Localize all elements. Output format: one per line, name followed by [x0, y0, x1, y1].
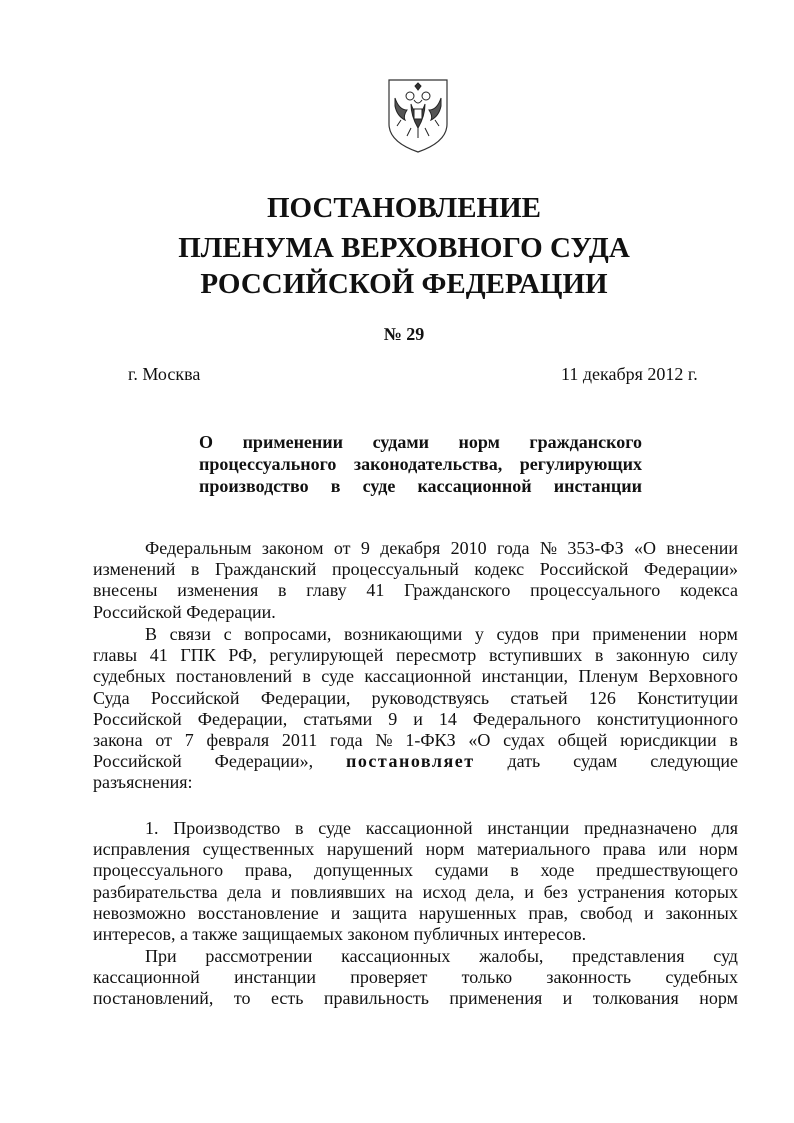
word: регулирующих: [519, 454, 642, 474]
word: процессуального: [93, 860, 224, 881]
word: кассационной: [365, 818, 473, 838]
word: силу: [702, 645, 738, 666]
text-line: [93, 903, 738, 924]
word: предшествующего: [596, 860, 738, 881]
word: судами: [434, 860, 489, 881]
word: 7: [184, 730, 194, 751]
word: норм: [699, 624, 738, 644]
word: 14: [438, 708, 457, 729]
text-line: [93, 580, 738, 601]
word: допущенных: [313, 860, 413, 881]
word: вопросами,: [244, 624, 332, 644]
word: судов: [496, 624, 539, 644]
word: №: [539, 538, 558, 558]
word: судами: [372, 432, 429, 452]
word: применения: [449, 988, 543, 1009]
word: Суда: [93, 687, 130, 708]
word: О: [199, 432, 214, 452]
word: связи: [169, 624, 211, 644]
text-line: [93, 860, 738, 881]
word: года: [330, 730, 363, 751]
resolves-keyword: постановляет: [346, 751, 475, 772]
word: права: [602, 839, 646, 860]
text-line: [93, 839, 738, 860]
word: без: [543, 881, 568, 902]
word: законную: [616, 645, 690, 666]
word: для: [711, 818, 738, 838]
word: №: [375, 730, 393, 751]
word: восстановление: [197, 902, 319, 923]
word: у: [474, 624, 484, 644]
text-line: [93, 559, 738, 580]
word: исход: [422, 881, 466, 902]
text-line: разъяснения:: [93, 772, 193, 793]
word: вступивших: [488, 645, 583, 666]
word: в: [295, 818, 304, 838]
word: года: [496, 538, 530, 558]
word: жалобы,: [479, 946, 544, 966]
word: РФ,: [228, 645, 257, 666]
word: регулирующей: [269, 645, 384, 666]
word: 2010: [450, 538, 487, 558]
resolution-subject: [199, 431, 642, 497]
text-line: Российской Федерации.: [93, 601, 276, 622]
word: кассационной: [93, 967, 200, 988]
text-line: [93, 645, 738, 666]
word: 353-ФЗ: [567, 538, 624, 558]
word: только: [461, 967, 513, 988]
word: материального: [477, 839, 591, 860]
word: прав,: [528, 902, 569, 923]
word: февраля: [206, 730, 270, 751]
word: дела: [227, 881, 262, 902]
word: защита: [352, 902, 407, 923]
issue-date: 11 декабря 2012 г.: [561, 364, 698, 384]
word: кодекс: [474, 559, 525, 580]
word: судам: [573, 751, 618, 772]
word: пересмотр: [396, 645, 477, 666]
word: дать: [507, 751, 541, 772]
text-line: [93, 688, 738, 709]
word: кассационной: [364, 666, 472, 687]
word: инстанции: [553, 476, 642, 496]
word: и: [562, 988, 573, 1009]
text-line: [93, 624, 738, 645]
word: производство: [199, 476, 309, 496]
word: конституционного: [596, 708, 738, 729]
word: свобод: [579, 902, 633, 923]
word: Российской: [150, 687, 240, 708]
word: невозможно: [93, 902, 186, 923]
word: дела,: [475, 881, 515, 902]
word: Российской: [93, 708, 182, 729]
word: от: [333, 538, 351, 558]
word: в: [278, 580, 287, 601]
word: 2011: [281, 730, 318, 751]
word: в: [510, 860, 519, 881]
word: Производство: [173, 818, 281, 838]
word: Федеральным: [145, 538, 252, 558]
text-line: [93, 967, 738, 988]
text-line: [93, 946, 738, 967]
word: в: [302, 666, 311, 687]
word: от: [155, 730, 172, 751]
word: кодекса: [679, 580, 738, 601]
word: Федерации»: [643, 559, 738, 580]
word: Пленум: [578, 666, 639, 687]
word: 126: [588, 687, 616, 708]
word: которых: [674, 881, 738, 902]
word: Федерации»,: [214, 751, 314, 772]
word: гражданского: [529, 432, 642, 452]
word: «О: [468, 730, 491, 751]
word: норм: [425, 839, 465, 860]
word: процессуального: [530, 580, 661, 601]
word: то: [233, 988, 251, 1009]
word: 1-ФКЗ: [405, 730, 456, 751]
word: закона: [93, 730, 143, 751]
document-title-court: ПЛЕНУМА ВЕРХОВНОГО СУДА: [178, 232, 630, 264]
text-line: [93, 666, 738, 687]
text-line: [93, 709, 738, 730]
word: 1.: [145, 818, 159, 838]
word: в: [190, 559, 200, 580]
word: Федерального: [472, 708, 581, 729]
word: общей: [557, 730, 608, 751]
subject-line: [199, 431, 642, 453]
word: предназначено: [583, 818, 697, 838]
text-line: [93, 818, 738, 839]
word: юрисдикции: [620, 730, 717, 751]
word: руководствуясь: [371, 687, 490, 708]
word: инстанции,: [481, 666, 568, 687]
word: применении: [242, 432, 344, 452]
word: повлиявших: [290, 881, 386, 902]
word: правильность: [323, 988, 429, 1009]
word: кассационных: [341, 946, 451, 966]
word: толкования: [592, 988, 679, 1009]
word: ходе: [540, 860, 575, 881]
word: «О: [633, 538, 656, 558]
word: 41: [366, 580, 385, 601]
word: постановлений,: [93, 988, 214, 1009]
paragraph-resolution: [93, 624, 738, 794]
resolution-number: № 29: [383, 324, 425, 344]
word: При: [145, 946, 177, 966]
word: Российской: [93, 751, 182, 772]
word: исправления: [93, 839, 191, 860]
word: инстанции: [487, 818, 570, 838]
text-line: интересов, а также защищаемых законом публичных интересов.: [93, 924, 587, 945]
word: разбирательства: [93, 881, 218, 902]
word: кассационной: [417, 476, 532, 496]
word: 9: [388, 708, 398, 729]
word: ГПК: [180, 645, 216, 666]
word: следующие: [650, 751, 738, 772]
word: Конституции: [637, 687, 738, 708]
word: или: [658, 839, 687, 860]
paragraph-item-1: [93, 818, 738, 945]
text-line: [93, 538, 738, 559]
word: есть: [270, 988, 304, 1009]
word: изменения: [177, 580, 259, 601]
word: статьей: [510, 687, 568, 708]
word: при: [551, 624, 580, 644]
word: устранения: [577, 881, 665, 902]
issue-city: г. Москва: [128, 364, 201, 384]
text-line-resolves: [93, 751, 738, 772]
word: главу: [306, 580, 347, 601]
word: суд: [713, 946, 738, 966]
word: и: [271, 881, 281, 902]
word: на: [395, 881, 413, 902]
word: нарушенных: [418, 902, 517, 923]
word: и: [413, 708, 423, 729]
word: Гражданского: [404, 580, 511, 601]
word: главы: [93, 645, 138, 666]
word: права,: [244, 860, 293, 881]
word: рассмотрении: [205, 946, 313, 966]
word: декабря: [380, 538, 441, 558]
word: в: [330, 476, 341, 496]
subject-line: [199, 475, 642, 497]
word: представления: [572, 946, 685, 966]
word: Гражданский: [214, 559, 317, 580]
word: процессуальный: [331, 559, 459, 580]
word: нарушений: [326, 839, 414, 860]
word: в: [729, 730, 738, 751]
text-line: [93, 882, 738, 903]
word: внесении: [666, 538, 738, 558]
word: проверяет: [350, 967, 428, 988]
word: внесены: [93, 580, 158, 601]
word: судебных: [665, 967, 738, 988]
word: и: [644, 902, 654, 923]
word: норм: [699, 988, 738, 1009]
word: в: [594, 645, 604, 666]
word: В: [145, 624, 158, 644]
word: инстанции: [234, 967, 316, 988]
paragraph-intro: [93, 538, 738, 623]
word: статьями: [303, 708, 373, 729]
word: норм: [458, 432, 500, 452]
document-title-country: РОССИЙСКОЙ ФЕДЕРАЦИИ: [200, 268, 608, 300]
word: процессуального: [199, 454, 337, 474]
word: Федерации,: [197, 708, 288, 729]
word: применении: [592, 624, 687, 644]
word: 41: [149, 645, 168, 666]
word: судах: [503, 730, 545, 751]
word: Российской: [539, 559, 629, 580]
word: законодательства,: [353, 454, 503, 474]
word: Федерации,: [260, 687, 351, 708]
word: и: [524, 881, 534, 902]
coat-of-arms-emblem: [383, 76, 453, 154]
text-line: [93, 730, 738, 751]
word: суде: [321, 666, 355, 687]
text-line: [93, 988, 738, 1009]
word: изменений: [93, 559, 176, 580]
word: суде: [362, 476, 396, 496]
word: и: [330, 902, 341, 923]
document-title: ПОСТАНОВЛЕНИЕ: [266, 192, 541, 224]
word: существенных: [202, 839, 315, 860]
word: постановлений: [176, 666, 292, 687]
word: судебных: [93, 666, 166, 687]
word: с: [223, 624, 232, 644]
paragraph-cassation-review: [93, 946, 738, 1010]
word: возникающими: [344, 624, 463, 644]
word: законных: [665, 902, 738, 923]
word: законом: [261, 538, 324, 558]
word: Верховного: [648, 666, 738, 687]
word: законность: [546, 967, 632, 988]
word: суде: [318, 818, 352, 838]
subject-line: [199, 453, 642, 475]
word: 9: [360, 538, 370, 558]
word: норм: [699, 839, 738, 860]
